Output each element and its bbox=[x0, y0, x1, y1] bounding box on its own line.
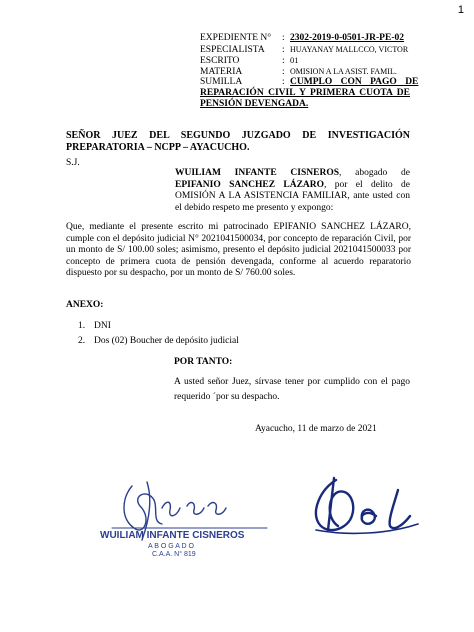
anexo-item bbox=[78, 321, 111, 331]
escrito-label: ESCRITO bbox=[200, 56, 240, 66]
materia-sep: : bbox=[282, 67, 285, 77]
especialista-label: ESPECIALISTA bbox=[200, 45, 265, 55]
header-expediente bbox=[200, 33, 404, 44]
sumilla-label: SUMILLA bbox=[200, 77, 243, 87]
anexo-title: ANEXO: bbox=[66, 300, 104, 310]
anexo-item-text: DNI bbox=[94, 321, 111, 331]
por-tanto-text: A usted señor Juez, sírvase tener por cumplido con el pago requerido ´por su despacho. bbox=[174, 377, 410, 402]
date-line: Ayacucho, 11 de marzo de 2021 bbox=[255, 424, 377, 434]
stamp-reg: C.A.A. N° 819 bbox=[152, 551, 196, 556]
materia-value: OMISION A LA ASIST. FAMIL. bbox=[290, 67, 397, 76]
sumilla-sep: : bbox=[282, 77, 285, 87]
client-signature bbox=[298, 470, 448, 548]
sumilla-value-line1: CUMPLO CON PAGO DE bbox=[290, 77, 419, 87]
stamp-title: A B O G A D O bbox=[148, 543, 194, 550]
intro-paragraph bbox=[175, 168, 410, 214]
intro-text-2: , por el delito de OMISIÓN A LA ASISTENCIA FAMILIAR, ante usted con el debido respeto me presento y expongo: bbox=[175, 179, 410, 213]
anexo-item-number: 2. bbox=[78, 336, 86, 346]
lawyer-signature-stamp bbox=[92, 478, 272, 556]
expediente-value: 2302-2019-0-0501-JR-PE-02 bbox=[290, 33, 404, 43]
sumilla-value-rest: REPARACIÓN CIVIL Y PRIMERA CUOTA DE PENSIÓN DEVENGADA. bbox=[200, 88, 410, 109]
client-name: EPIFANIO SANCHEZ LÁZARO bbox=[175, 179, 325, 190]
anexo-item-number: 1. bbox=[78, 321, 86, 331]
por-tanto-title: POR TANTO: bbox=[174, 357, 233, 367]
expediente-label: EXPEDIENTE N° bbox=[200, 33, 272, 43]
especialista-value: HUAYANAY MALLCCO, VICTOR bbox=[290, 45, 409, 54]
lawyer-name: WUILIAM INFANTE CISNEROS bbox=[175, 168, 340, 178]
escrito-sep: : bbox=[282, 56, 285, 66]
materia-label: MATERIA bbox=[200, 67, 243, 77]
especialista-sep: : bbox=[282, 45, 285, 55]
intro-text-1: , abogado de bbox=[339, 168, 411, 178]
page-number: 1 bbox=[457, 4, 464, 16]
body-paragraph: Que, mediante el presente escrito mi patrocinado EPIFANIO SANCHEZ LÁZARO, cumple con el depósito judicial N° 2021041500034, por concepto de reparación Civil, por un monto de S/ 100.00 soles; asimismo, presento el depósito judicial 2021041500033 por concepto de primera cuota de pensión devengada, conforme al acuerdo reparatorio dispuesto por su despacho, por un monto de S/ 760.00 soles. bbox=[66, 222, 411, 278]
addressee: SEÑOR JUEZ DEL SEGUNDO JUZGADO DE INVESTIGACIÓN PREPARATORIA – NCPP – AYACUCHO. bbox=[66, 130, 410, 153]
anexo-item-text: Dos (02) Boucher de depósito judicial bbox=[94, 336, 239, 346]
header-sumilla bbox=[200, 77, 418, 88]
escrito-value: 01 bbox=[290, 55, 299, 65]
expediente-sep: : bbox=[282, 33, 285, 43]
anexo-item bbox=[78, 336, 239, 346]
salutation: S.J. bbox=[66, 158, 80, 168]
stamp-name: WUILIAM INFANTE CISNEROS bbox=[100, 530, 245, 541]
